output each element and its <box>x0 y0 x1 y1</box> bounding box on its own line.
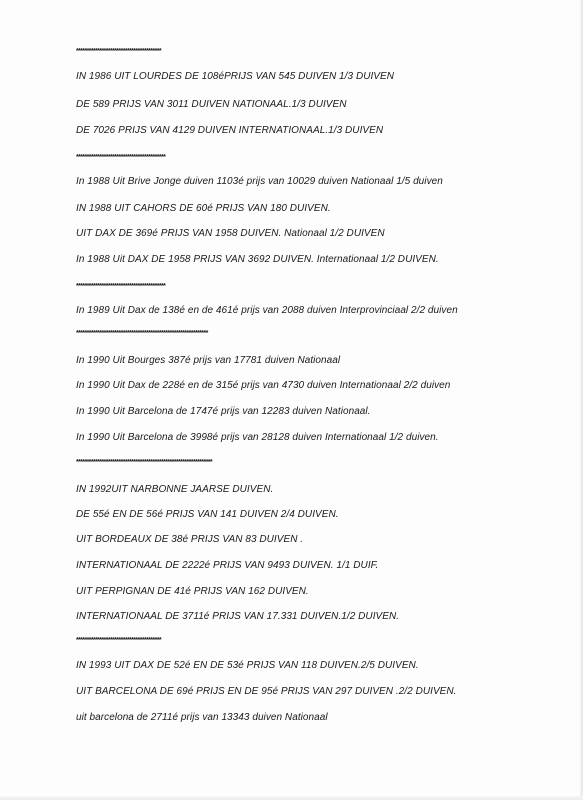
text-line: UIT DAX DE 369é PRIJS VAN 1958 DUIVEN. Nationaal 1/2 DUIVEN <box>76 228 385 239</box>
scan-bottom-shadow <box>0 796 583 800</box>
text-line: In 1989 Uit Dax de 138é en de 461é prijs van 2088 duiven Interprovinciaal 2/2 duiven <box>76 305 458 316</box>
text-line: In 1988 Uit DAX DE 1958 PRIJS VAN 3692 DUIVEN. Internationaal 1/2 DUIVEN. <box>76 254 439 265</box>
text-line: DE 55é EN DE 56é PRIJS VAN 141 DUIVEN 2/4 DUIVEN. <box>76 509 339 520</box>
text-line: DE 7026 PRIJS VAN 4129 DUIVEN INTERNATIONAAL.1/3 DUIVEN <box>76 125 384 136</box>
text-line: In 1988 Uit Brive Jonge duiven 1103é prijs van 10029 duiven Nationaal 1/5 duiven <box>76 176 443 187</box>
separator-line: ****************************************** <box>76 154 166 161</box>
text-line: IN 1992UIT NARBONNE JAARSE DUIVEN. <box>76 484 274 495</box>
text-line: UIT BORDEAUX DE 38é PRIJS VAN 83 DUIVEN . <box>76 534 304 545</box>
separator-line: **************************************** <box>76 637 161 644</box>
separator-line: ************************************************************** <box>76 330 208 337</box>
text-line: uit barcelona de 2711é prijs van 13343 duiven Nationaal <box>76 712 328 723</box>
text-line: In 1990 Uit Barcelona de 1747é prijs van 12283 duiven Nationaal. <box>76 406 371 417</box>
text-line: In 1990 Uit Dax de 228é en de 315é prijs van 4730 duiven Internationaal 2/2 duiven <box>76 380 451 391</box>
separator-line: **************************************** <box>76 48 161 55</box>
text-line: IN 1993 UIT DAX DE 52é EN DE 53é PRIJS VAN 118 DUIVEN.2/5 DUIVEN. <box>76 660 419 671</box>
text-line: In 1990 Uit Bourges 387é prijs van 17781 duiven Nationaal <box>76 355 341 366</box>
text-line: DE 589 PRIJS VAN 3011 DUIVEN NATIONAAL.1/3 DUIVEN <box>76 99 347 110</box>
text-line: UIT BARCELONA DE 69é PRIJS EN DE 95é PRIJS VAN 297 DUIVEN .2/2 DUIVEN. <box>76 686 457 697</box>
text-line: IN 1986 UIT LOURDES DE 108éPRIJS VAN 545 DUIVEN 1/3 DUIVEN <box>76 71 395 82</box>
separator-line: ****************************************** <box>76 283 166 290</box>
text-line: IN 1988 UIT CAHORS DE 60é PRIJS VAN 180 DUIVEN. <box>76 203 331 214</box>
text-line: UIT PERPIGNAN DE 41é PRIJS VAN 162 DUIVEN. <box>76 586 309 597</box>
separator-line: **************************************************************** <box>76 459 212 466</box>
text-line: INTERNATIONAAL DE 3711é PRIJS VAN 17.331 DUIVEN.1/2 DUIVEN. <box>76 611 400 622</box>
text-line: In 1990 Uit Barcelona de 3998é prijs van 28128 duiven Internationaal 1/2 duiven. <box>76 432 439 443</box>
text-line: INTERNATIONAAL DE 2222é PRIJS VAN 9493 DUIVEN. 1/1 DUIF. <box>76 560 379 571</box>
